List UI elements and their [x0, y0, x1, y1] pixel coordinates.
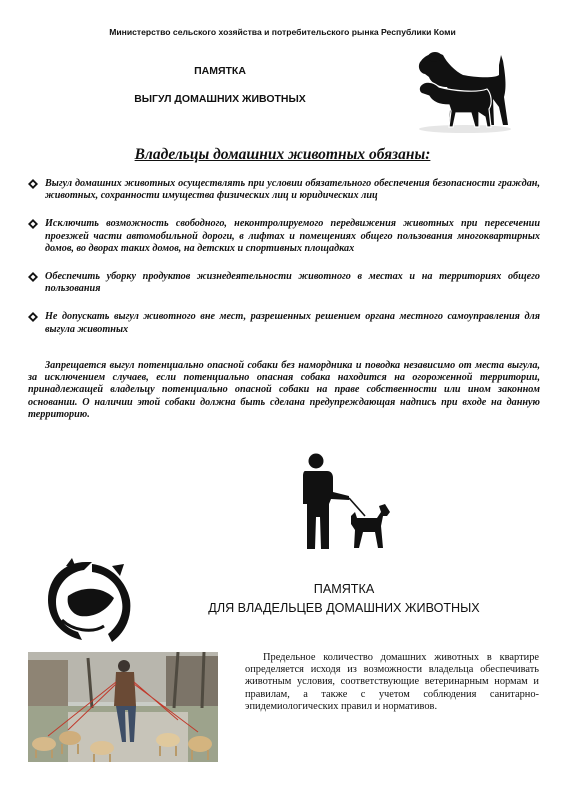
obligations-list [28, 178, 540, 352]
obligations-heading: Владельцы домашних животных обязаны: [134, 146, 431, 163]
two-dogs-icon [413, 47, 517, 133]
list-item-text: Выгул домашних животных осуществлять при условии обязательного обеспечения безопасности граждан, животных, сохранности имущества физических лиц и юридических лиц [45, 178, 540, 202]
list-item [28, 178, 540, 202]
memo2-title: ПАМЯТКА [313, 582, 375, 596]
memo2-subtitle: ДЛЯ ВЛАДЕЛЬЦЕВ ДОМАШНИХ ЖИВОТНЫХ [208, 601, 480, 615]
list-item-text: Обеспечить уборку продуктов жизнедеятельности животного в местах и на территориях общего пользования [45, 271, 540, 295]
pet-limit-paragraph: Предельное количество домашних животных в квартире определяется исходя из возможности владельца обеспечивать животным условия, соответствующие ветеринарным нормам и правилам, а также с учетом соблюдения санитарно-эпидемиологических правил и нормативов. [245, 652, 539, 712]
list-item [28, 271, 540, 295]
list-item-text: Не допускать выгул животного вне мест, разрешенных решением органа местного самоуправления для выгула животных [45, 311, 540, 335]
dangerous-dog-paragraph: Запрещается выгул потенциально опасной собаки без намордника и поводка независимо от места выгула, за исключением случаев, если потенциально опасная собака находится на огороженной территории, принадлежащей владельцу потенциально опасной собаки на праве собственности или ином законном основании. О наличии этой собаки должна быть сделана предупреждающая надпись при входе на данную территорию. [28, 360, 540, 420]
memo-title: ПАМЯТКА [194, 65, 246, 77]
memo-subtitle: ВЫГУЛ ДОМАШНИХ ЖИВОТНЫХ [134, 93, 306, 105]
list-item [28, 218, 540, 255]
cat-dog-hug-icon [42, 556, 132, 646]
list-item [28, 311, 540, 335]
dog-walker-photo [28, 652, 218, 762]
ministry-name: Министерство сельского хозяйства и потребительского рынка Республики Коми [109, 27, 456, 37]
list-item-text: Исключить возможность свободного, неконтролируемого передвижения животных при пересечении проезжей части автомобильной дороги, в лифтах и помещениях общего пользования многоквартирных домов, во дворах таких домов, на детских и спортивных площадках [45, 218, 540, 254]
person-walking-dog-icon [295, 452, 395, 552]
diamond-bullet-icon [28, 179, 38, 189]
diamond-bullet-icon [28, 272, 38, 282]
diamond-bullet-icon [28, 219, 38, 229]
diamond-bullet-icon [28, 312, 38, 322]
